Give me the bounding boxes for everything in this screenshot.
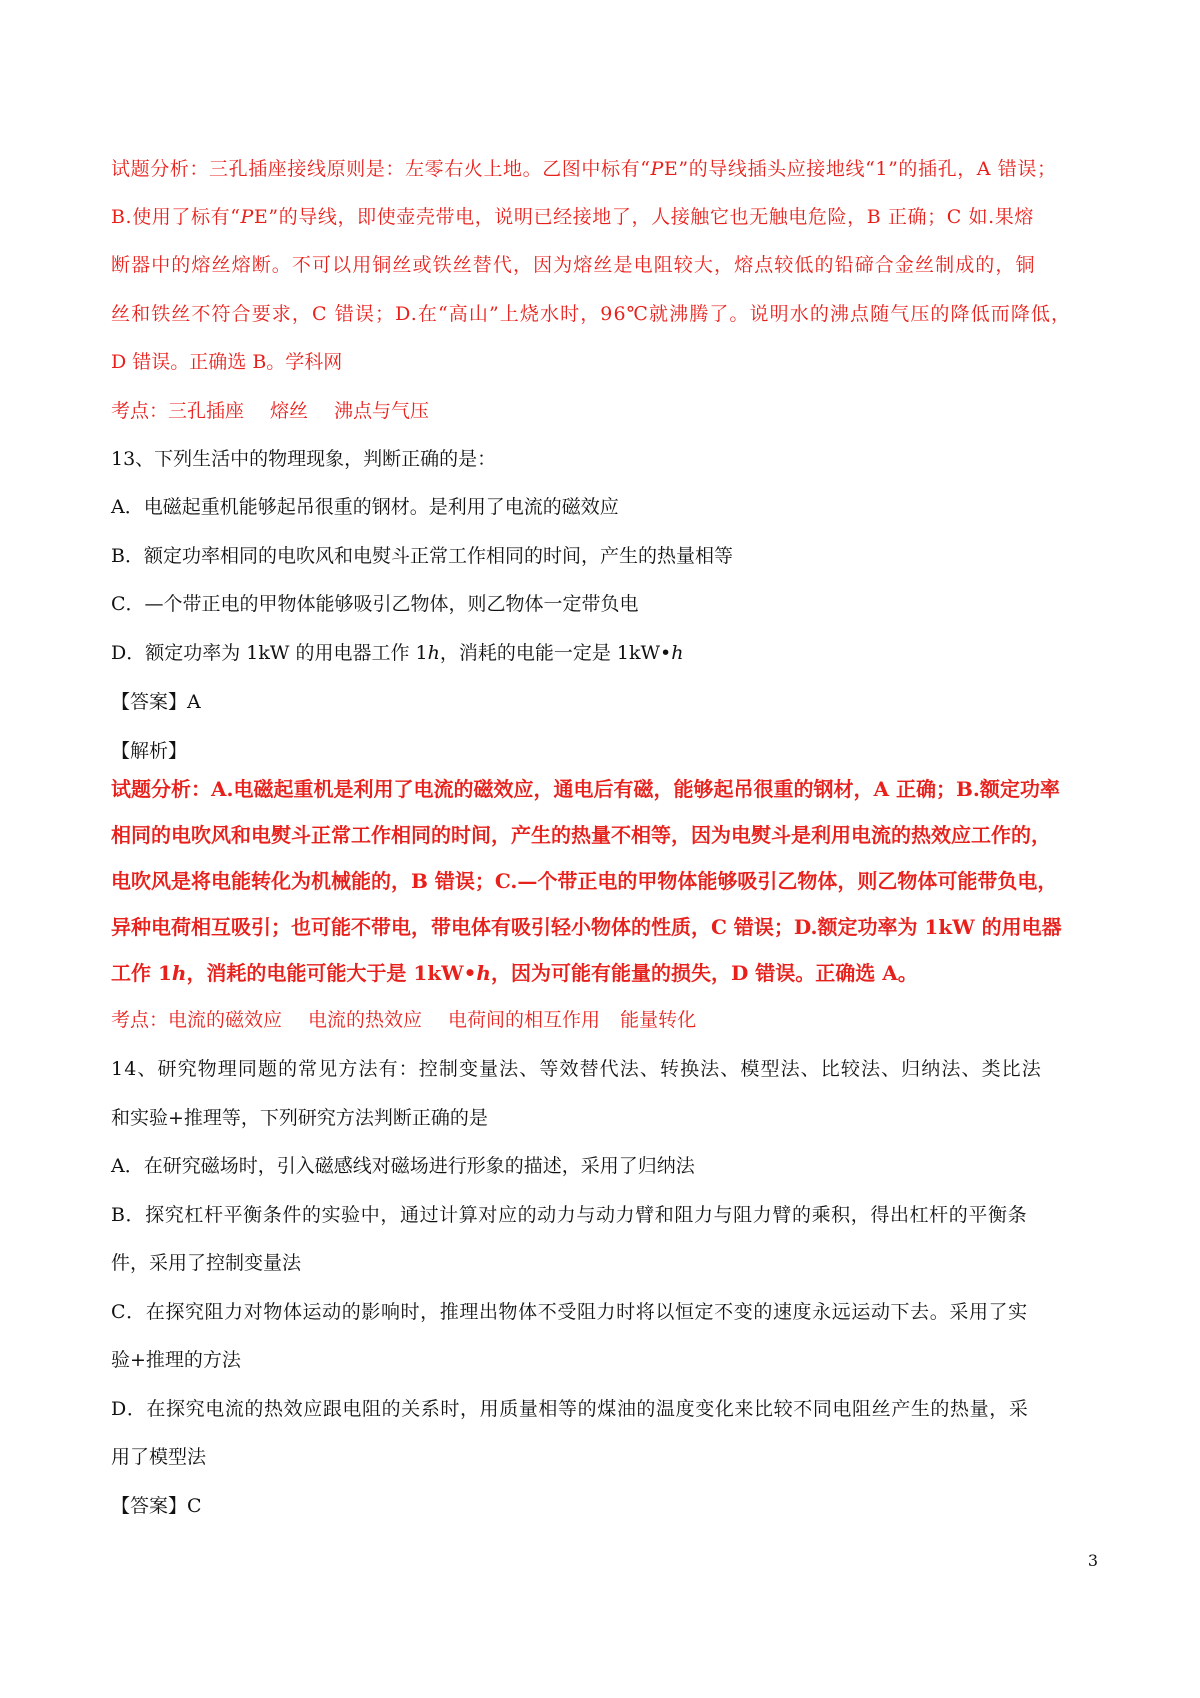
text: ，消耗的电能一定是 1kW•	[439, 642, 672, 664]
q13-analysis-label: 【解析】	[111, 740, 188, 762]
q12-analysis-line-2	[111, 204, 1092, 230]
q14-option-a: A．在研究磁场时，引入磁感线对磁场进行形象的描述，采用了归纳法	[111, 1155, 695, 1177]
q14-option-b-line-2: 件，采用了控制变量法	[111, 1252, 302, 1274]
q13-analysis-line-3: 电吹风是将电能转化为机械能的，B 错误；C.—个带正电的甲物体能够吸引乙物体，则乙物体可能带负电，	[111, 869, 1058, 893]
q13-stem: 13、下列生活中的物理现象，判断正确的是：	[111, 448, 497, 470]
q13-option-c: C．—个带正电的甲物体能够吸引乙物体，则乙物体一定带负电	[111, 593, 639, 615]
text: h	[427, 642, 440, 664]
q14-option-c-line-1: C．在探究阻力对物体运动的影响时，推理出物体不受阻力时将以恒定不变的速度永远运动下去。采用了实	[111, 1301, 1028, 1323]
q13-option-a: A．电磁起重机能够起吊很重的钢材。是利用了电流的磁效应	[111, 496, 619, 518]
q13-analysis-line-5	[111, 959, 1092, 987]
text: ，因为可能有能量的损失，D 错误。正确选 A。	[490, 961, 918, 985]
q13-answer: 【答案】A	[111, 691, 201, 713]
q14-option-c-line-2: 验+推理的方法	[111, 1349, 241, 1371]
q14-answer: 【答案】C	[111, 1495, 202, 1517]
q14-option-d-line-1: D．在探究电流的热效应跟电阻的关系时，用质量相等的煤油的温度变化来比较不同电阻丝产生的热量，采	[111, 1398, 1029, 1420]
q13-option-b: B．额定功率相同的电吹风和电熨斗正常工作相同的时间，产生的热量相等	[111, 545, 733, 567]
text: h	[671, 642, 684, 664]
text: E”的导线，即使壶壳带电，说明已经接地了，人接触它也无触电危险，B 正确；C 如.果熔	[253, 206, 1034, 228]
kaodian-item: 沸点与气压	[334, 400, 430, 422]
kaodian-item: 电流的热效应	[308, 1009, 423, 1031]
text: P	[240, 206, 254, 228]
q12-analysis-line-3: 断器中的熔丝熔断。不可以用铜丝或铁丝替代，因为熔丝是电阻较大，熔点较低的铅碲合金丝制成的，铜	[111, 254, 1036, 276]
q13-analysis-line-2: 相同的电吹风和电熨斗正常工作相同的时间，产生的热量不相等，因为电熨斗是利用电流的热效应工作的，	[111, 823, 1051, 847]
kaodian-label: 考点：	[111, 1009, 169, 1031]
q12-kaodian	[111, 398, 1092, 424]
q14-option-b-line-1: B．探究杠杆平衡条件的实验中，通过计算对应的动力与动力臂和阻力与阻力臂的乘积，得出杠杆的平衡条	[111, 1204, 1028, 1226]
q13-option-d	[111, 640, 1092, 666]
kaodian-item: 熔丝	[270, 400, 309, 422]
kaodian-item: 电荷间的相互作用	[448, 1009, 601, 1031]
q12-analysis-line-5: D 错误。正确选 B。学科网	[111, 351, 343, 373]
kaodian-item: 能量转化	[620, 1009, 697, 1031]
text: P	[650, 158, 664, 180]
q13-analysis-line-1: 试题分析：A.电磁起重机是利用了电流的磁效应，通电后有磁，能够起吊很重的钢材，A 正确；B.额定功率	[111, 777, 1060, 801]
text: E”的导线插头应接地线“1”的插孔，A 错误；	[663, 158, 1057, 180]
text: D．额定功率为 1kW 的用电器工作 1	[111, 642, 428, 664]
text: B.使用了标有“	[111, 206, 241, 228]
kaodian-label: 考点：	[111, 400, 169, 422]
q14-option-d-line-2: 用了模型法	[111, 1446, 207, 1468]
q14-stem-line-1: 14、研究物理同题的常见方法有：控制变量法、等效替代法、转换法、模型法、比较法、归纳法、类比法	[111, 1058, 1042, 1080]
kaodian-item: 三孔插座	[168, 400, 245, 422]
q13-kaodian	[111, 1007, 1092, 1033]
q12-analysis-line-4: 丝和铁丝不符合要求，C 错误；D.在“高山”上烧水时，96℃就沸腾了。说明水的沸点随气压的降低而降低，	[111, 303, 1072, 325]
text: 试题分析：三孔插座接线原则是：左零右火上地。乙图中标有“	[111, 158, 651, 180]
kaodian-item: 电流的磁效应	[168, 1009, 283, 1031]
text: h	[476, 961, 491, 985]
page-number: 3	[1087, 1551, 1098, 1570]
text: 工作 1	[111, 961, 172, 985]
q13-analysis-line-4: 异种电荷相互吸引；也可能不带电，带电体有吸引轻小物体的性质，C 错误；D.额定功率为 1kW 的用电器	[111, 915, 1062, 939]
q14-stem-line-2: 和实验+推理等，下列研究方法判断正确的是	[111, 1107, 488, 1129]
text: h	[171, 961, 187, 985]
text: ，消耗的电能可能大于是 1kW•	[186, 961, 477, 985]
q12-analysis-line-1	[111, 156, 1092, 182]
